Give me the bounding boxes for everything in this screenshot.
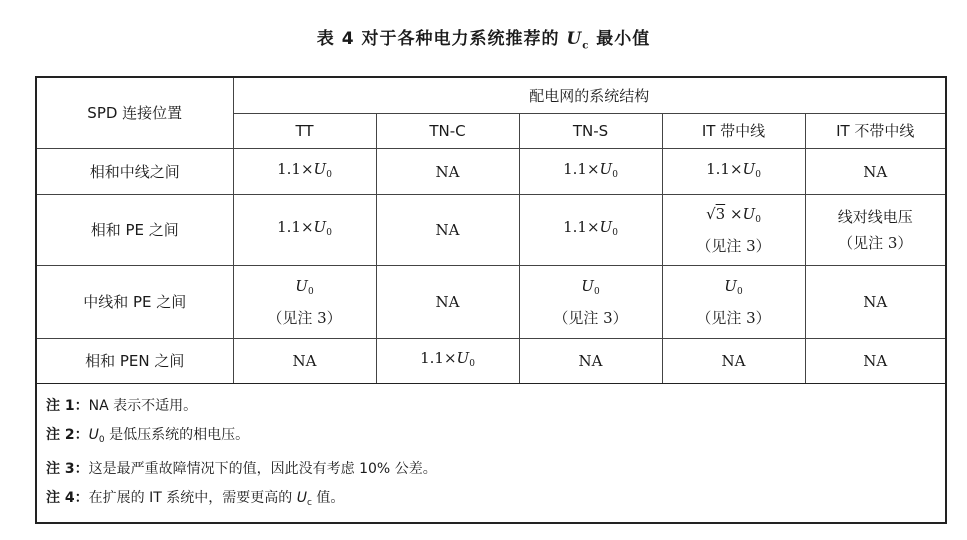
row-label: 相和中线之间 <box>37 149 233 195</box>
table-cell <box>376 339 519 384</box>
corner-header: SPD 连接位置 <box>37 78 233 149</box>
note-text: $U_0$ 是低压系统的相电压。 <box>88 427 250 445</box>
cell-note: （见注 3） <box>838 234 913 252</box>
column-header: IT 带中线 <box>662 114 805 149</box>
note-text: 这是最严重故障情况下的值，因此没有考虑 10% 公差。 <box>88 461 437 477</box>
cell-value: $1.1\times U_0$ <box>277 159 332 180</box>
table-row <box>37 195 945 266</box>
cell-value: NA <box>435 293 460 311</box>
table-cell <box>662 266 805 339</box>
row-label: 相和 PE 之间 <box>37 195 233 266</box>
cell-value: NA <box>863 352 888 370</box>
cell-value: NA <box>721 352 746 370</box>
cell-note: （见注 3） <box>267 309 342 327</box>
table-cell <box>519 266 662 339</box>
cell-value: $1.1\times U_0$ <box>706 159 761 180</box>
cell-value: $1.1\times U_0$ <box>277 218 332 238</box>
table-cell <box>805 149 945 195</box>
cell-value: NA <box>578 352 603 370</box>
column-header: TN-C <box>376 114 519 149</box>
cell-note: （见注 3） <box>553 309 628 327</box>
title-suffix: 最小值 <box>589 29 651 49</box>
table-cell <box>805 339 945 384</box>
table-cell <box>805 266 945 339</box>
note-line <box>46 421 936 455</box>
table-cell <box>233 339 376 384</box>
table-cell <box>376 266 519 339</box>
title-prefix: 表 4 对于各种电力系统推荐的 <box>316 29 567 49</box>
cell-value: $1.1\times U_0$ <box>563 218 618 238</box>
cell-note: （见注 3） <box>696 309 771 327</box>
column-header: TT <box>233 114 376 149</box>
group-header: 配电网的系统结构 <box>233 78 945 114</box>
table-cell <box>662 195 805 266</box>
cell-value: $U_0$ <box>724 277 743 297</box>
row-label: 中线和 PE 之间 <box>37 266 233 339</box>
table-cell <box>519 149 662 195</box>
cell-value: $1.1\times U_0$ <box>563 159 618 180</box>
table-row <box>37 149 945 195</box>
table-cell <box>233 266 376 339</box>
table-cell <box>662 339 805 384</box>
table-cell <box>662 149 805 195</box>
cell-value: 线对线电压 <box>837 208 913 226</box>
table-title <box>0 24 967 51</box>
cell-value: NA <box>435 221 460 239</box>
note-label: 注 1： <box>46 398 89 414</box>
note-text: 在扩展的 IT 系统中，需要更高的 $U_c$ 值。 <box>88 490 345 508</box>
cell-value: NA <box>435 162 460 181</box>
spd-table <box>37 78 945 384</box>
note-line <box>46 455 936 484</box>
table-cell <box>519 339 662 384</box>
table-cell <box>233 195 376 266</box>
cell-value: $U_0$ <box>295 277 314 297</box>
table-row <box>37 339 945 384</box>
note-text: NA 表示不适用。 <box>88 398 198 414</box>
column-header: TN-S <box>519 114 662 149</box>
note-label: 注 2： <box>46 427 89 443</box>
table-cell <box>805 195 945 266</box>
note-line <box>46 392 936 421</box>
column-header: IT 不带中线 <box>805 114 945 149</box>
cell-value: $U_0$ <box>581 277 600 297</box>
cell-value: $√3 \times U_0$ <box>706 205 761 225</box>
note-label: 注 3： <box>46 461 89 477</box>
cell-value: NA <box>292 352 317 370</box>
table-cell <box>519 195 662 266</box>
row-label: 相和 PEN 之间 <box>37 339 233 384</box>
table-cell <box>233 149 376 195</box>
cell-value: NA <box>863 162 888 181</box>
table-cell <box>376 149 519 195</box>
cell-value: NA <box>863 293 888 311</box>
cell-note: （见注 3） <box>696 237 771 255</box>
cell-value: $1.1\times U_0$ <box>420 349 475 369</box>
note-line <box>46 484 936 518</box>
table-cell <box>376 195 519 266</box>
title-symbol: $U_c$ <box>566 29 590 52</box>
table-row <box>37 266 945 339</box>
note-label: 注 4： <box>46 490 89 506</box>
notes <box>46 392 936 518</box>
